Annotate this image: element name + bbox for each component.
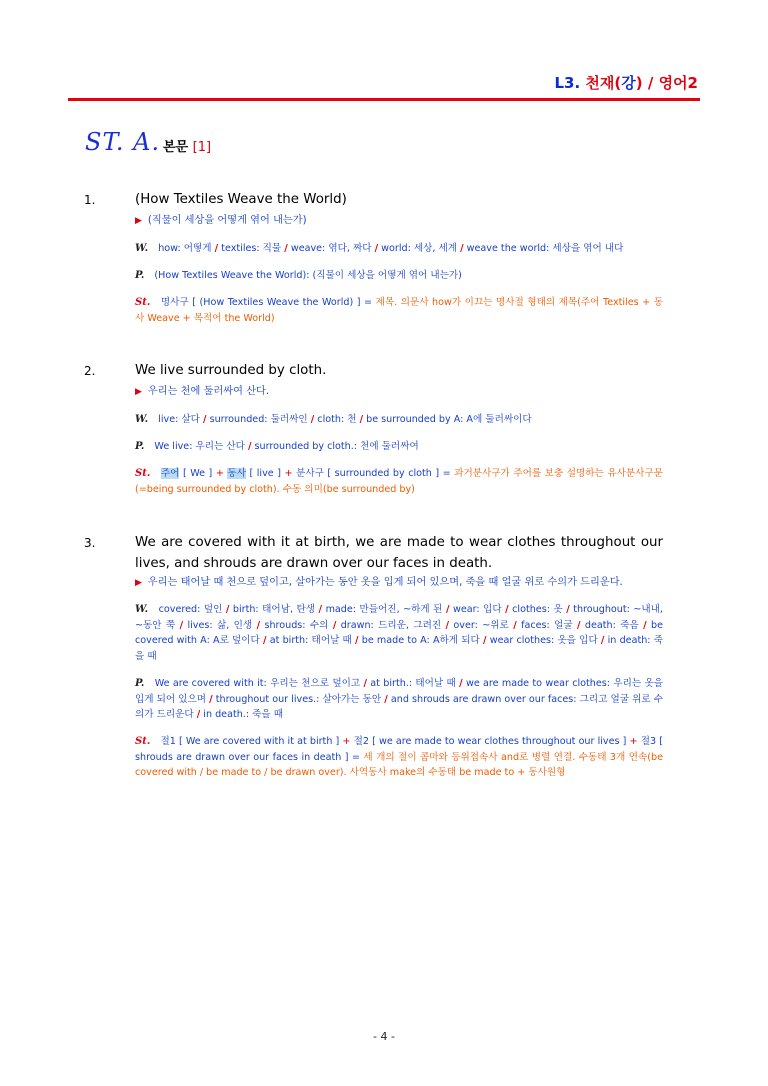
- item-number: 3.: [84, 536, 96, 550]
- subject-label: 영어2: [658, 74, 698, 92]
- phrase-entry: surrounded by cloth.: 천에 둘러싸여: [254, 441, 419, 452]
- page-number: - 4 -: [373, 1030, 395, 1043]
- word-entry: over: ~위로: [453, 619, 509, 631]
- phrase-entry: We are covered with it: 우리는 천으로 덮이고: [154, 678, 361, 689]
- word-entry: weave the world: 세상을 엮어 내다: [466, 243, 624, 254]
- structure-label: [ surrounded by cloth ] =: [327, 468, 455, 479]
- clause-label: 절3 [ shrouds are drawn over our faces in death ] =: [135, 736, 663, 763]
- item-number: 1.: [84, 193, 96, 207]
- word-entry: covered: 덮인: [158, 604, 223, 615]
- phrase-entry: at birth.: 태어날 때: [370, 678, 456, 689]
- word-entry: faces: 얼굴: [521, 619, 573, 631]
- word-entry: be surrounded by A: A에 둘러싸이다: [366, 414, 532, 425]
- word-entry: weave: 엮다, 짜다: [290, 243, 372, 254]
- triangle-icon: ▶: [135, 216, 142, 226]
- triangle-icon: ▶: [135, 578, 142, 588]
- word-entry: in death: 죽을 때: [135, 635, 663, 662]
- item-sentence: We live surrounded by cloth.: [135, 363, 327, 378]
- word-entry: throughout: ~내내, ~동안 쭉: [135, 604, 663, 631]
- item-sentence: (How Textiles Weave the World): [135, 192, 347, 207]
- w-icon: W.: [135, 604, 149, 615]
- publisher-b: 강: [621, 74, 636, 92]
- clause-label: 절2 [ we are made to wear clothes throughout our lives ]: [353, 736, 627, 747]
- word-entry: at birth: 태어날 때: [269, 635, 352, 646]
- phrase-entry: throughout our lives.: 살아가는 동안: [215, 693, 382, 705]
- header-slash: /: [647, 74, 654, 92]
- word-entry: live: 살다: [158, 414, 200, 425]
- w-icon: W.: [135, 414, 149, 425]
- phrase-entry: in death.: 죽을 때: [203, 709, 283, 720]
- p-icon: P.: [135, 441, 145, 452]
- word-entry: surrounded: 둘러싸인: [209, 414, 308, 425]
- word-entry: textiles: 직물: [221, 243, 282, 254]
- structure-desc: 세 개의 절이 콤마와 등위접속사 and로 병렬 연결. 수동태 3개 연속(be covered with / be made to / be drawn over). 사역동사 make의 수동태 be made to + 동사원형: [135, 751, 663, 778]
- phrase-entry: We live: 우리는 산다: [154, 441, 245, 452]
- phrase-entry: and shrouds are drawn over our faces: 그리고 얼굴 위로 수의가 드리운다: [135, 693, 663, 720]
- structure-block: St. 절1 [ We are covered with it at birth ] + 절2 [ we are made to wear clothes throughout our lives ] + 절3 [ shrouds are drawn over our faces in death ] = 세 개의 절이 콤마와 등위접속사 and로 병렬 연결. 수동태 3개 연속(be covered with / be made to / be drawn over). 사역동사 make의 수동태 be made to + 동사원형: [135, 736, 663, 778]
- phrase-block: P. We are covered with it: 우리는 천으로 덮이고 / at birth.: 태어날 때 / we are made to wear clothes: 우리는 옷을 입게 되어 있으며 / throughout our lives.: 살아가는 동안 / and shrouds are drawn over our faces: 그리고 얼굴 위로 수의가 드리운다 / in death.: 죽을 때: [135, 678, 663, 720]
- structure-desc: 제목. 의문사 how가 이끄는 명사절 형태의 제목(주어 Textiles + 동사 Weave + 목적어 the World): [135, 297, 663, 324]
- item-translation: [135, 576, 663, 590]
- verb-tag: 동사: [227, 468, 246, 479]
- phrase-block: [135, 268, 663, 284]
- section-number: [1]: [192, 140, 212, 155]
- p-icon: P.: [135, 678, 145, 689]
- translation-text: 우리는 태어날 때 천으로 덮이고, 살아가는 동안 옷을 입게 되어 있으며, 죽을 때 얼굴 위로 수의가 드리운다.: [147, 577, 623, 588]
- word-block: W. how: 어떻게 / textiles: 직물 / weave: 엮다, 짜다 / world: 세상, 세계 / weave the world: 세상을 엮어 내다: [135, 241, 663, 257]
- lesson-header: [554, 72, 698, 93]
- word-entry: drawn: 드리운, 그려진: [340, 619, 442, 631]
- word-block: W. live: 살다 / surrounded: 둘러싸인 / cloth: 천 / be surrounded by A: A에 둘러싸이다: [135, 412, 663, 428]
- structure-label: 명사구 [ (How Textiles Weave the World) ] =: [160, 297, 376, 308]
- publisher-a: 천재(: [585, 74, 622, 92]
- publisher-c: ): [635, 74, 643, 92]
- p-icon: P.: [135, 270, 145, 281]
- word-entry: death: 죽음: [584, 619, 639, 631]
- item-sentence: We are covered with it at birth, we are made to wear clothes throughout our lives, and shrouds are drawn over our faces in death.: [135, 535, 663, 571]
- structure-block: [135, 295, 663, 326]
- word-entry: wear: 입다: [452, 604, 502, 615]
- word-entry: be covered with A: A로 덮이다: [135, 619, 664, 646]
- section-subtitle-text: 본문: [163, 140, 189, 155]
- structure-desc: 과거분사구가 주어를 보충 설명하는 유사분사구문(=being surrounded by cloth). 수동 의미(be surrounded by): [135, 468, 663, 495]
- item-number: 2.: [84, 364, 96, 378]
- phrase-block: P. We live: 우리는 산다 / surrounded by cloth.: 천에 둘러싸여: [135, 439, 663, 455]
- item-translation: [135, 214, 663, 228]
- word-entry: be made to A: A하게 되다: [361, 635, 480, 646]
- participle-tag: 분사구: [296, 468, 324, 479]
- subject-tag: 주어: [160, 468, 180, 479]
- st-icon: St.: [135, 297, 151, 308]
- word-entry: shrouds: 수의: [264, 619, 329, 631]
- word-entry: cloth: 천: [317, 414, 357, 425]
- st-icon: St.: [135, 736, 151, 747]
- word-entry: made: 만들어진, ~하게 된: [325, 604, 443, 615]
- w-icon: W.: [135, 243, 149, 254]
- item-translation: [135, 385, 663, 399]
- clause-label: 절1 [ We are covered with it at birth ]: [160, 736, 340, 747]
- structure-block: St. 주어 [ We ] + 동사 [ live ] + 분사구 [ surrounded by cloth ] = 과거분사구가 주어를 보충 설명하는 유사분사구문(=being surrounded by cloth). 수동 의미(be surrounded by): [135, 468, 663, 495]
- word-entry: how: 어떻게: [158, 243, 212, 254]
- structure-label: [ live ]: [249, 468, 281, 479]
- structure-label: [ We ]: [182, 468, 213, 479]
- triangle-icon: ▶: [135, 387, 142, 397]
- word-block: W. covered: 덮인 / birth: 태어남, 탄생 / made: 만들어진, ~하게 된 / wear: 입다 / clothes: 옷 / throughout: ~내내, ~동안 쭉 / lives: 삶, 인생 / shrouds: 수의 / drawn: 드리운, 그려진 / over: ~위로 / faces: 얼굴 / death: 죽음 / be covered with A: A로 덮이다 / at birth: 태어날 때 / be made to A: A하게 되다 / wear clothes: 옷을 입다 / in death: 죽을 때: [135, 604, 664, 662]
- header-rule: [68, 98, 700, 101]
- section-title: ST. A.: [85, 128, 161, 156]
- translation-text: 우리는 천에 둘러싸여 산다.: [147, 386, 270, 397]
- word-entry: birth: 태어남, 탄생: [232, 604, 316, 615]
- phrase-entry: (How Textiles Weave the World): (직물이 세상을 어떻게 엮어 내는가): [154, 270, 462, 281]
- word-entry: clothes: 옷: [512, 604, 563, 615]
- word-entry: wear clothes: 옷을 입다: [489, 635, 598, 646]
- lesson-code: L3.: [554, 74, 581, 92]
- st-icon: St.: [135, 468, 151, 479]
- word-entry: lives: 삶, 인생: [187, 619, 253, 631]
- word-entry: world: 세상, 세계: [381, 243, 458, 254]
- section-subtitle: [163, 136, 211, 155]
- translation-text: (직물이 세상을 어떻게 엮어 내는가): [147, 215, 307, 226]
- phrase-entry: we are made to wear clothes: 우리는 옷을 입게 되어 있으며: [135, 678, 663, 705]
